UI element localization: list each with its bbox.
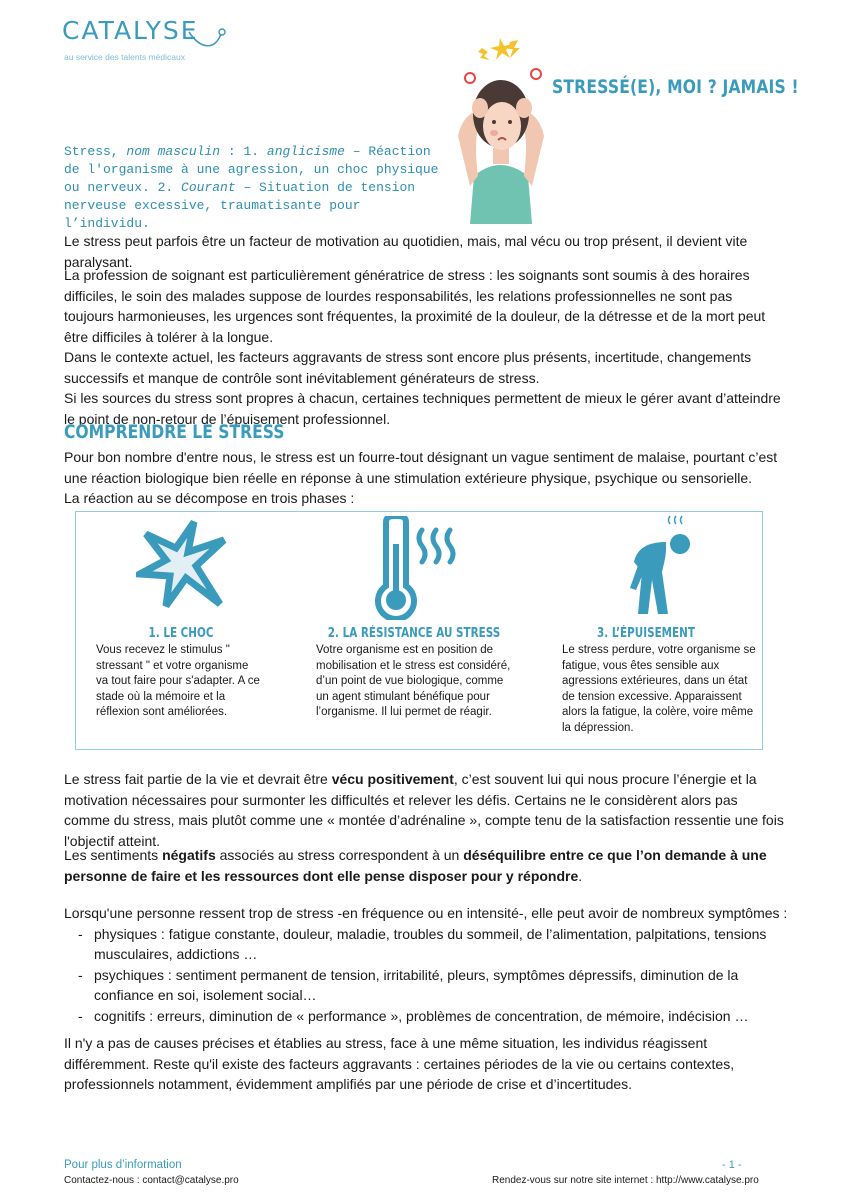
footer-more-info: Pour plus d’information xyxy=(64,1159,182,1171)
phase-description: Le stress perdure, votre organisme se fatigue, vous êtes sensible aux agressions extérieures, dans un état de tension excessive. Apparaissent alors la fatigue, la colère, voire même la dépression. xyxy=(562,644,756,734)
text-run: , c’est souvent lui qui nous procure l’énergie et la motivation nécessaires pour surmonter les difficultés et relever les défis. Certains ne le considèrent alors pas comme du stress, mais plutôt comme une « montée d’adrénaline », compte tenu de la satisfaction ressentie une fois l'objectif atteint. xyxy=(64,771,784,849)
thermometer-icon xyxy=(364,516,464,620)
stethoscope-icon xyxy=(187,26,227,52)
stress-definition xyxy=(64,143,444,233)
section-intro xyxy=(64,447,784,509)
definition-pos: nom masculin xyxy=(126,144,221,159)
phase-description: Vous recevez le stimulus " stressant " et votre organisme va tout faire pour s'adapter. A ce stade où la mémoire et la réflexion sont améliorées. xyxy=(96,644,260,718)
context-line: Si les sources du stress sont propres à chacun, certaines techniques permettent de mieux le gérer avant d’atteindre le point de non-retour de l’épuisement professionnel. xyxy=(64,390,781,427)
page-number: - 1 - xyxy=(722,1159,742,1171)
list-dash: - xyxy=(78,966,83,983)
stress-burst-icon xyxy=(531,69,541,79)
stressed-woman-illustration xyxy=(448,36,553,224)
section-paragraph: Pour bon nombre d'entre nous, le stress est un fourre-tout désignant un vague sentiment de malaise, pourtant c’est une réaction biologique bien réelle en réponse à une stimulation extérieure physique, psychique ou sensorielle. xyxy=(64,449,778,486)
text-run: . xyxy=(578,867,583,884)
list-item xyxy=(64,1006,794,1027)
phase-title: 1. LE CHOC xyxy=(148,626,214,641)
symptoms-section xyxy=(64,903,794,1026)
lightning-icon xyxy=(508,40,520,58)
context-line: La profession de soignant est particulièrement génératrice de stress : les soignants sont soumis à des horaires difficiles, le soin des malades suppose de lourdes responsabilités, les relations professionnelles ne sont pas toujours harmonieuses, les urgences sont fréquentes, la proximité de la douleur, de la détresse et de la mort peut être difficiles à tolérer à la longue. xyxy=(64,267,766,345)
phase-title: 3. L’ÉPUISEMENT xyxy=(597,626,695,641)
exhausted-person-icon xyxy=(622,514,702,618)
causes-paragraph: Il n'y a pas de causes précises et établies au stress, face à une même situation, les individus réagissent différemment. Reste qu'il existe des facteurs aggravants : certaines périodes de la vie ou certains contextes, professionnels notamment, évidemment amplifiés par une période de crise et d’incertitudes. xyxy=(64,1035,735,1092)
list-item xyxy=(64,924,794,965)
definition-text-1: – Réaction de l'organisme à une agression, un choc physique ou nerveux. 2. xyxy=(64,144,439,195)
text-run: Le stress fait partie de la vie et devrait être xyxy=(64,771,328,787)
text-run: Les sentiments xyxy=(64,847,159,863)
definition-term: Stress, xyxy=(64,144,119,159)
list-dash: - xyxy=(78,925,83,942)
definition-n1: : 1. xyxy=(227,144,260,159)
list-item-text: cognitifs : erreurs, diminution de « performance », problèmes de concentration, de mémoire, indécision … xyxy=(94,1007,749,1024)
definition-text-2: – Situation de tension nerveuse excessive, traumatisante pour l’individu. xyxy=(64,180,416,231)
section-paragraph: La réaction au se décompose en trois phases : xyxy=(64,490,355,506)
phase-title: 2. LA RÉSISTANCE AU STRESS xyxy=(327,626,501,641)
emphasis: négatifs xyxy=(162,847,216,863)
definition-label-2: Courant xyxy=(181,180,236,195)
intro-paragraph: Le stress peut parfois être un facteur de motivation au quotidien, mais, mal vécu ou trop présent, il devient vite paralysant. xyxy=(64,233,748,270)
list-item-text: psychiques : sentiment permanent de tension, irritabilité, pleurs, symptômes dépressifs, diminution de la confiance en soi, isolement social… xyxy=(94,966,739,1003)
phase-description: Votre organisme est en position de mobilisation et le stress est considéré, d’un point de vue biologique, comme un agent stimulant bénéfique pour l’organisme. Il lui permet de réagir. xyxy=(316,644,511,718)
positive-stress-paragraph xyxy=(64,769,784,851)
list-dash: - xyxy=(78,1007,83,1024)
logo-tagline: au service des talents médicaux xyxy=(64,52,185,62)
negative-stress-paragraph xyxy=(64,845,794,886)
lightning-icon xyxy=(478,48,490,60)
catalyse-logo xyxy=(62,16,232,76)
footer-contact[interactable]: Contactez-nous : contact@catalyse.pro xyxy=(64,1175,239,1186)
list-item xyxy=(64,965,794,1006)
list-item-text: physiques : fatigue constante, douleur, maladie, troubles du sommeil, de l’alimentation, palpitations, tensions musculaires, addictions … xyxy=(94,925,767,962)
context-paragraph xyxy=(64,265,784,429)
definition-label-1: anglicisme xyxy=(266,144,345,159)
emphasis: vécu positivement xyxy=(331,771,454,787)
section-title: COMPRENDRE LE STRESS xyxy=(64,421,285,443)
shock-burst-icon xyxy=(136,518,228,610)
text-run: associés au stress correspondent à un xyxy=(219,847,460,863)
emphasis: déséquilibre entre ce que l’on demande à une personne de faire et les ressources dont elle pense disposer pour y répondre xyxy=(64,847,767,884)
context-line: Dans le contexte actuel, les facteurs aggravants de stress sont encore plus présents, incertitude, changements successifs et manque de contrôle sont inévitablement générateurs de stress. xyxy=(64,349,752,386)
phases-box xyxy=(75,511,763,750)
logo-wordmark: CATALYSE xyxy=(62,16,199,45)
footer-website[interactable]: Rendez-vous sur notre site internet : http://www.catalyse.pro xyxy=(492,1175,759,1186)
hero-title: STRESSÉ(E), MOI ? JAMAIS ! xyxy=(552,76,799,98)
stress-burst-icon xyxy=(465,73,475,83)
symptoms-intro: Lorsqu'une personne ressent trop de stress -en fréquence ou en intensité-, elle peut avoir de nombreux symptômes : xyxy=(64,905,788,921)
